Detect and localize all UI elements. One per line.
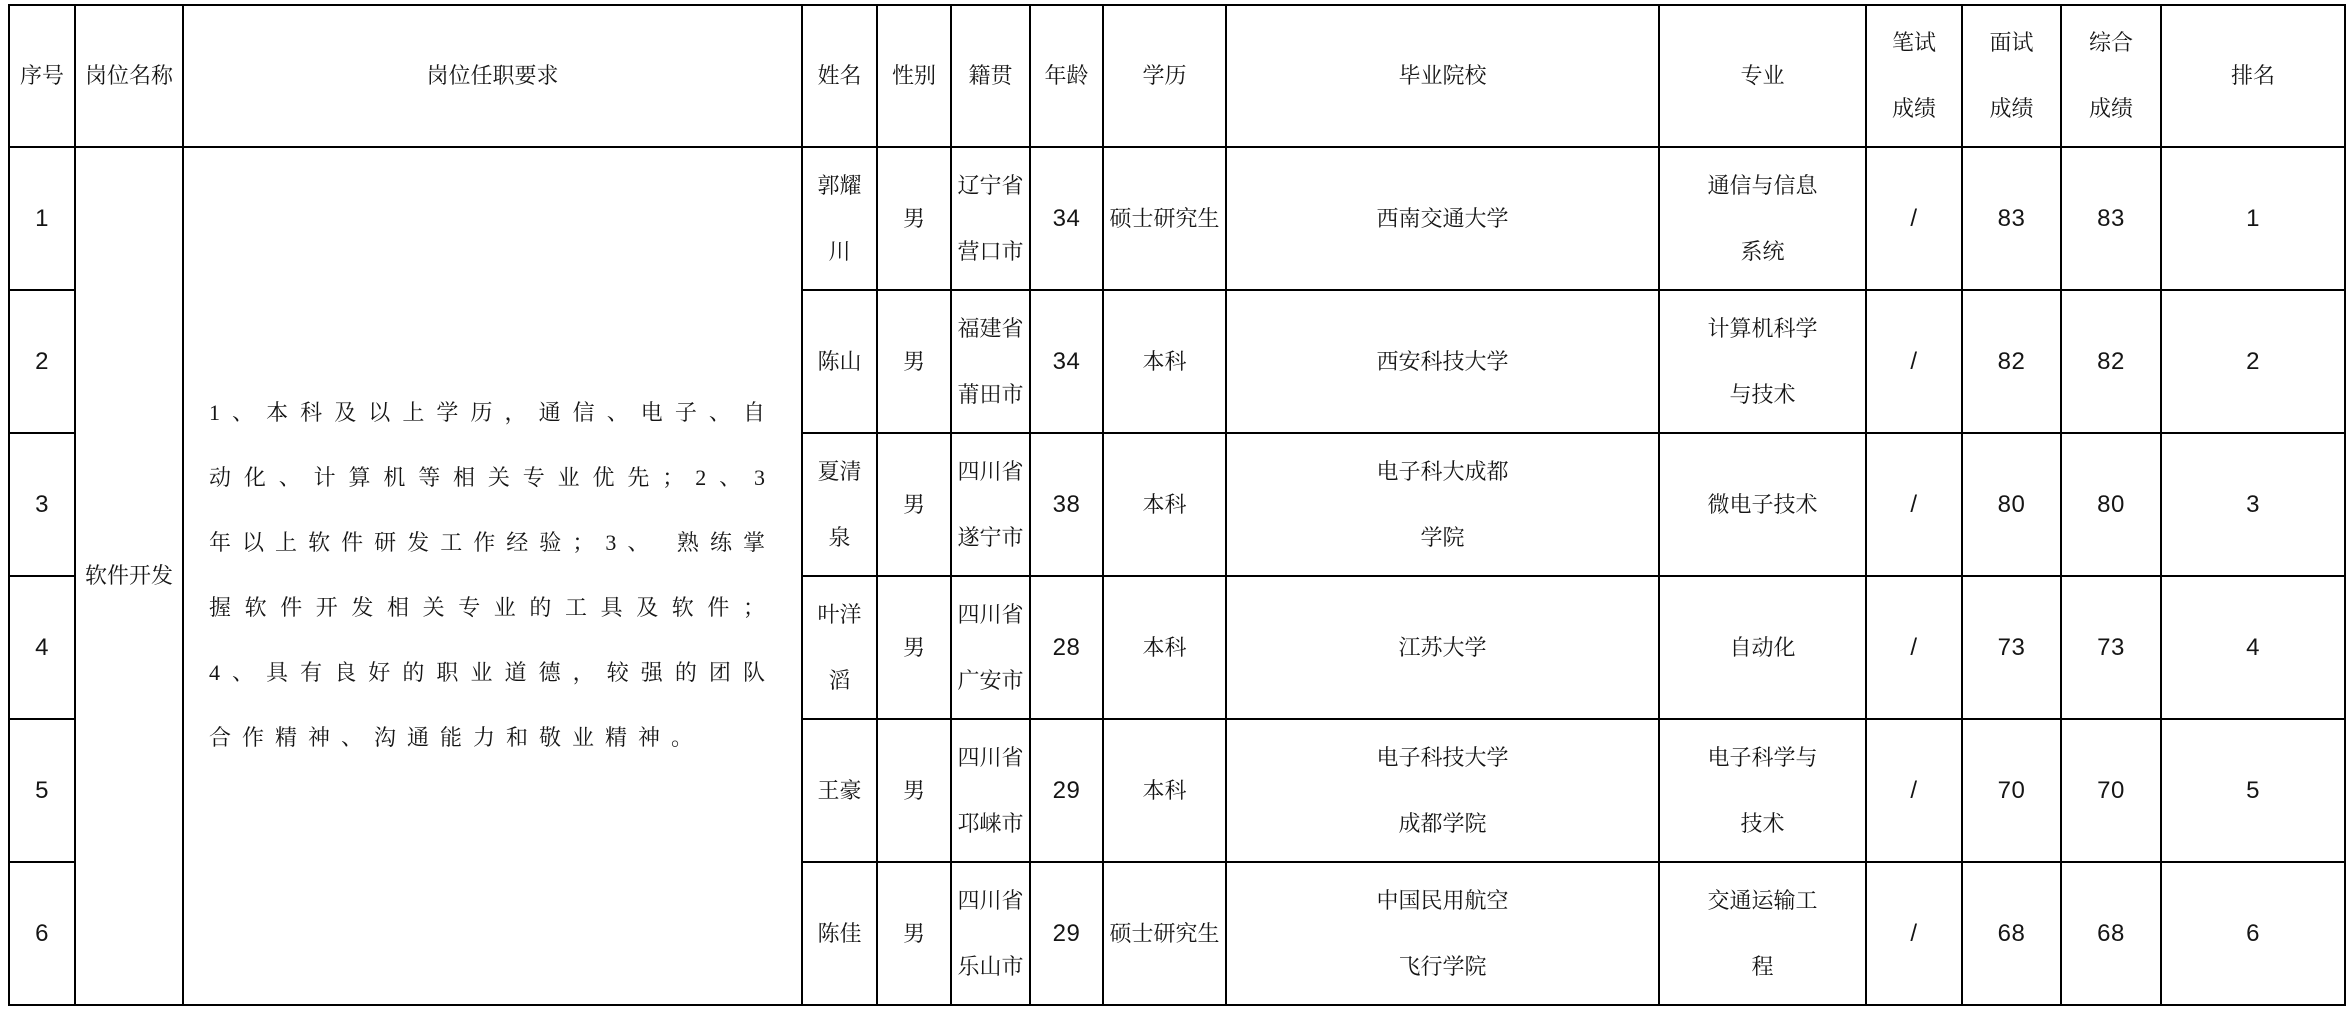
cell-age: 29 xyxy=(1030,719,1103,862)
cell-written-score: / xyxy=(1866,576,1962,719)
cell-major: 计算机科学与技术 xyxy=(1659,290,1866,433)
cell-written-score: / xyxy=(1866,290,1962,433)
cell-overall-score: 68 xyxy=(2061,862,2161,1005)
cell-gender: 男 xyxy=(877,862,951,1005)
cell-age: 34 xyxy=(1030,290,1103,433)
cell-overall-score: 82 xyxy=(2061,290,2161,433)
cell-gender: 男 xyxy=(877,433,951,576)
cell-rank: 5 xyxy=(2161,719,2345,862)
cell-written-score: / xyxy=(1866,862,1962,1005)
header-major: 专业 xyxy=(1659,5,1866,147)
cell-written-score: / xyxy=(1866,719,1962,862)
cell-written-score: / xyxy=(1866,147,1962,290)
cell-major: 交通运输工程 xyxy=(1659,862,1866,1005)
cell-name: 夏清泉 xyxy=(802,433,877,576)
cell-index: 6 xyxy=(9,862,75,1005)
header-overall-score: 综合成绩 xyxy=(2061,5,2161,147)
cell-school: 电子科大成都学院 xyxy=(1226,433,1659,576)
cell-index: 1 xyxy=(9,147,75,290)
cell-major: 微电子技术 xyxy=(1659,433,1866,576)
cell-school: 电子科技大学成都学院 xyxy=(1226,719,1659,862)
cell-education: 本科 xyxy=(1103,576,1226,719)
cell-native-place: 四川省邛崃市 xyxy=(951,719,1030,862)
cell-rank: 3 xyxy=(2161,433,2345,576)
cell-education: 本科 xyxy=(1103,719,1226,862)
cell-interview-score: 73 xyxy=(1962,576,2061,719)
cell-written-score: / xyxy=(1866,433,1962,576)
header-requirements: 岗位任职要求 xyxy=(183,5,802,147)
cell-index: 3 xyxy=(9,433,75,576)
header-native-place: 籍贯 xyxy=(951,5,1030,147)
cell-major: 通信与信息系统 xyxy=(1659,147,1866,290)
cell-interview-score: 83 xyxy=(1962,147,2061,290)
header-written-score: 笔试成绩 xyxy=(1866,5,1962,147)
recruitment-results-table xyxy=(8,4,2346,1006)
cell-school: 西安科技大学 xyxy=(1226,290,1659,433)
cell-rank: 1 xyxy=(2161,147,2345,290)
cell-overall-score: 70 xyxy=(2061,719,2161,862)
header-school: 毕业院校 xyxy=(1226,5,1659,147)
header-row xyxy=(9,5,2345,147)
cell-name: 叶洋滔 xyxy=(802,576,877,719)
header-interview-score: 面试成绩 xyxy=(1962,5,2061,147)
cell-gender: 男 xyxy=(877,576,951,719)
cell-native-place: 辽宁省营口市 xyxy=(951,147,1030,290)
cell-rank: 4 xyxy=(2161,576,2345,719)
cell-index: 2 xyxy=(9,290,75,433)
cell-name: 王豪 xyxy=(802,719,877,862)
header-name: 姓名 xyxy=(802,5,877,147)
cell-interview-score: 70 xyxy=(1962,719,2061,862)
cell-position-name: 软件开发 xyxy=(75,147,183,1005)
cell-age: 28 xyxy=(1030,576,1103,719)
cell-native-place: 四川省广安市 xyxy=(951,576,1030,719)
cell-gender: 男 xyxy=(877,290,951,433)
cell-interview-score: 80 xyxy=(1962,433,2061,576)
cell-age: 29 xyxy=(1030,862,1103,1005)
cell-interview-score: 82 xyxy=(1962,290,2061,433)
cell-education: 硕士研究生 xyxy=(1103,147,1226,290)
cell-education: 本科 xyxy=(1103,290,1226,433)
cell-major: 自动化 xyxy=(1659,576,1866,719)
cell-name: 陈山 xyxy=(802,290,877,433)
cell-education: 本科 xyxy=(1103,433,1226,576)
cell-school: 西南交通大学 xyxy=(1226,147,1659,290)
cell-native-place: 四川省遂宁市 xyxy=(951,433,1030,576)
cell-age: 38 xyxy=(1030,433,1103,576)
candidate-row xyxy=(9,147,2345,290)
cell-school: 中国民用航空飞行学院 xyxy=(1226,862,1659,1005)
cell-name: 陈佳 xyxy=(802,862,877,1005)
cell-age: 34 xyxy=(1030,147,1103,290)
header-rank: 排名 xyxy=(2161,5,2345,147)
cell-index: 4 xyxy=(9,576,75,719)
cell-position-requirements: 1、本科及以上学历，通信、电子、自动化、计算机等相关专业优先；2、3年以上软件研发工作经验；3、 熟练掌握软件开发相关专业的工具及软件；4、具有良好的职业道德，较强的团队合作精神、沟通能力和敬业精神。 xyxy=(183,147,802,1005)
cell-education: 硕士研究生 xyxy=(1103,862,1226,1005)
header-position-name: 岗位名称 xyxy=(75,5,183,147)
header-education: 学历 xyxy=(1103,5,1226,147)
cell-rank: 2 xyxy=(2161,290,2345,433)
cell-overall-score: 80 xyxy=(2061,433,2161,576)
cell-rank: 6 xyxy=(2161,862,2345,1005)
cell-overall-score: 73 xyxy=(2061,576,2161,719)
cell-index: 5 xyxy=(9,719,75,862)
cell-gender: 男 xyxy=(877,147,951,290)
header-age: 年龄 xyxy=(1030,5,1103,147)
cell-native-place: 四川省乐山市 xyxy=(951,862,1030,1005)
cell-school: 江苏大学 xyxy=(1226,576,1659,719)
header-index: 序号 xyxy=(9,5,75,147)
header-gender: 性别 xyxy=(877,5,951,147)
cell-interview-score: 68 xyxy=(1962,862,2061,1005)
cell-major: 电子科学与技术 xyxy=(1659,719,1866,862)
cell-overall-score: 83 xyxy=(2061,147,2161,290)
cell-native-place: 福建省莆田市 xyxy=(951,290,1030,433)
cell-gender: 男 xyxy=(877,719,951,862)
cell-name: 郭耀川 xyxy=(802,147,877,290)
